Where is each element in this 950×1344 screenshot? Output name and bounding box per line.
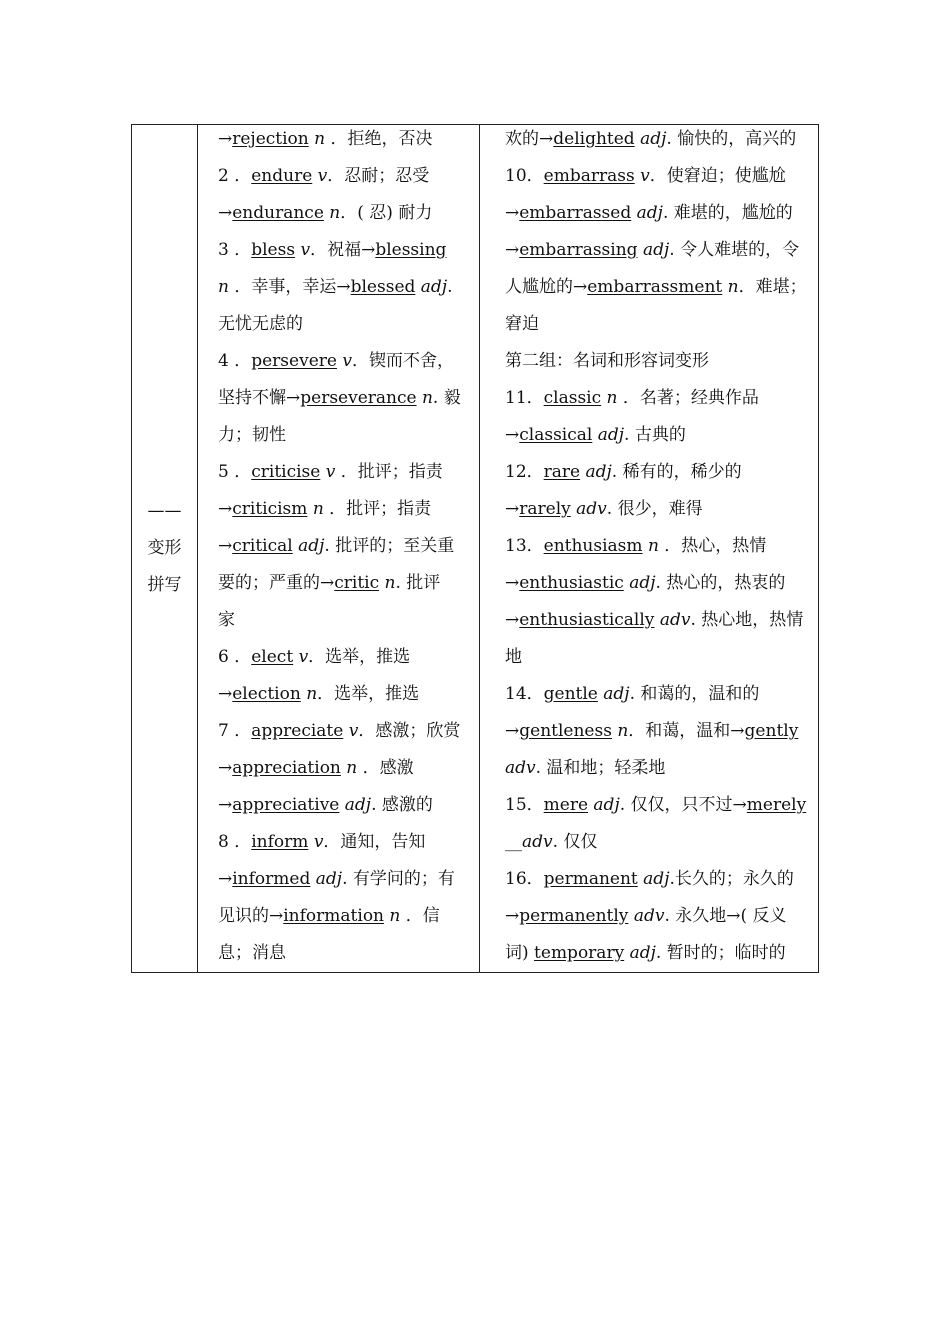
part-of-speech: n [389, 906, 401, 926]
line-text: → [505, 906, 520, 926]
text-line [218, 902, 468, 939]
text-line [218, 939, 468, 976]
line-text: . 令人难堪的，令 [669, 240, 800, 260]
line-text: . 永久地→( 反义 [664, 906, 787, 926]
line-text: 8 ． [218, 832, 252, 852]
text-line [218, 828, 468, 865]
line-text: . 稀有的，稀少的 [611, 462, 742, 482]
text-line [505, 754, 814, 791]
part-of-speech: adj [585, 462, 612, 482]
text-line [505, 162, 814, 199]
section-label-cell [132, 125, 197, 972]
answer-word: persevere [251, 351, 337, 371]
part-of-speech: v [300, 240, 311, 260]
line-text: 14． [505, 684, 544, 704]
line-text: 16． [505, 869, 544, 889]
part-of-speech: adv [633, 906, 665, 926]
answer-word: critic [334, 573, 380, 593]
part-of-speech: n [647, 536, 659, 556]
line-text: . 热心地，热情 [690, 610, 804, 630]
line-text: 11． [505, 388, 544, 408]
line-text: 息；消息 [218, 943, 286, 963]
part-of-speech: adj [344, 795, 372, 815]
line-text: → [505, 203, 520, 223]
answer-word: rare [543, 462, 581, 482]
answer-word: endurance [232, 203, 324, 223]
line-text: ．祝福→ [310, 240, 376, 260]
line-text: . 批评 [395, 573, 441, 593]
part-of-speech: v [298, 647, 309, 667]
part-of-speech: adj [593, 795, 620, 815]
answer-word: criticism [232, 499, 308, 519]
part-of-speech: adj [636, 203, 663, 223]
line-text: → [505, 721, 520, 741]
text-line [218, 458, 468, 495]
answer-word: perseverance [300, 388, 417, 408]
part-of-speech: n [312, 499, 324, 519]
text-line [218, 606, 468, 643]
answer-word: enthusiastically [519, 610, 655, 630]
text-line [505, 421, 814, 458]
answer-word: criticise [251, 462, 321, 482]
answer-word: embarrassment [587, 277, 723, 297]
text-line [218, 273, 468, 310]
line-text: ．选举，推选 [317, 684, 420, 704]
line-text: 要的；严重的→ [218, 573, 335, 593]
part-of-speech: v [640, 166, 650, 186]
line-text: → [505, 499, 520, 519]
line-text: . 有学问的；有 [342, 869, 455, 889]
text-line [505, 902, 814, 939]
answer-word: embarrassing [519, 240, 638, 260]
line-text: 4 ． [218, 351, 252, 371]
line-text: ．幸事，幸运→ [228, 277, 351, 297]
line-text: . 感激的 [371, 795, 433, 815]
answer-word: appreciative [232, 795, 340, 815]
part-of-speech: adj [597, 425, 625, 445]
part-of-speech: n [346, 758, 358, 778]
answer-word: embarrassed [519, 203, 632, 223]
answer-word: endure [251, 166, 313, 186]
line-text: 欢的→ [505, 129, 554, 149]
text-line [218, 495, 468, 532]
answer-word: gentle [543, 684, 598, 704]
column-divider [479, 125, 480, 972]
text-line [505, 865, 814, 902]
line-text: . 批评的；至关重 [324, 536, 455, 556]
answer-word: blessed [350, 277, 416, 297]
text-line [505, 458, 814, 495]
answer-word: classic [543, 388, 602, 408]
text-line [505, 569, 814, 606]
line-text: . 毅 [432, 388, 461, 408]
line-text: 12． [505, 462, 544, 482]
part-of-speech: n [329, 203, 341, 223]
text-line [218, 680, 468, 717]
text-line [505, 717, 814, 754]
line-text: . [447, 277, 453, 297]
line-text: . 仅仅 [552, 832, 598, 852]
line-text: 13． [505, 536, 544, 556]
line-text: → [218, 795, 233, 815]
line-text: 2 ． [218, 166, 252, 186]
line-text: .长久的；永久的 [669, 869, 794, 889]
line-text: ．使窘迫；使尴尬 [649, 166, 786, 186]
line-text: ．和蔼，温和→ [628, 721, 745, 741]
line-text: ．热心，热情 [658, 536, 767, 556]
label-text-line1: 变形 [147, 538, 182, 558]
line-text: . 仅仅，只不过→ [619, 795, 747, 815]
line-text: → [218, 203, 233, 223]
part-of-speech: adj [629, 943, 656, 963]
text-line [218, 162, 468, 199]
line-text: → [505, 240, 520, 260]
part-of-speech: adj [642, 240, 670, 260]
line-text: 3 ． [218, 240, 252, 260]
text-line [218, 310, 468, 347]
text-line [218, 791, 468, 828]
line-text: 15． [505, 795, 544, 815]
part-of-speech: adv [576, 499, 607, 519]
answer-word: rarely [519, 499, 571, 519]
line-text: ．拒绝，否决 [325, 129, 433, 149]
answer-word: gentleness [519, 721, 612, 741]
column-divider [197, 125, 198, 972]
text-line [505, 384, 814, 421]
line-text: ．名著；经典作品 [617, 388, 759, 408]
text-line [505, 532, 814, 569]
part-of-speech: adv [522, 832, 553, 852]
text-line [505, 791, 814, 828]
line-text: → [505, 425, 520, 445]
right-word-column [505, 125, 814, 976]
answer-word: merely [746, 795, 807, 815]
answer-word: informed [232, 869, 311, 889]
part-of-speech: n [218, 277, 229, 297]
answer-word: enthusiasm [543, 536, 643, 556]
line-text: . 愉快的，高兴的 [666, 129, 797, 149]
part-of-speech: v [313, 832, 324, 852]
group-heading: 第二组：名词和形容词变形 [505, 351, 709, 371]
line-text: → [218, 684, 233, 704]
part-of-speech: v [342, 351, 352, 371]
line-text: 家 [218, 610, 235, 630]
line-text: 词) [505, 943, 535, 963]
answer-word: inform [251, 832, 309, 852]
answer-word: embarrass [543, 166, 635, 186]
text-line [218, 865, 468, 902]
text-line [505, 236, 814, 273]
line-text: . 热心的，热衷的 [655, 573, 786, 593]
part-of-speech: adj [629, 573, 656, 593]
part-of-speech: n [421, 388, 433, 408]
text-line [505, 606, 814, 643]
answer-word: bless [251, 240, 296, 260]
line-text: 10． [505, 166, 544, 186]
line-text: . 暂时的；临时的 [655, 943, 786, 963]
answer-word: rejection [232, 129, 309, 149]
line-text: ．锲而不舍， [351, 351, 454, 371]
answer-word: elect [251, 647, 294, 667]
line-text: → [218, 869, 233, 889]
line-text: ．选举，推选 [308, 647, 411, 667]
line-text: → [505, 610, 520, 630]
line-text: 7 ． [218, 721, 252, 741]
line-text: . 难堪的，尴尬的 [662, 203, 793, 223]
part-of-speech: n [606, 388, 618, 408]
label-dash: —— [147, 501, 182, 521]
line-text: . 温和地；轻柔地 [535, 758, 666, 778]
line-text: . 很少，难得 [606, 499, 703, 519]
line-text: 坚持不懈→ [218, 388, 301, 408]
text-line [505, 199, 814, 236]
left-word-column [218, 125, 468, 976]
line-text: . 和蔼的，温和的 [629, 684, 760, 704]
line-text: 人尴尬的→ [505, 277, 588, 297]
part-of-speech: adv [659, 610, 691, 630]
line-text: → [218, 499, 233, 519]
text-line [218, 717, 468, 754]
part-of-speech: adv [505, 758, 536, 778]
line-text: . 古典的 [624, 425, 686, 445]
line-text: 无忧无虑的 [218, 314, 303, 334]
part-of-speech: adj [643, 869, 670, 889]
text-line [505, 680, 814, 717]
line-text: → [218, 536, 233, 556]
text-line [218, 347, 468, 384]
part-of-speech: n [384, 573, 396, 593]
line-text: 力；韧性 [218, 425, 286, 445]
label-text-line2: 拼写 [147, 575, 182, 595]
text-line [505, 495, 814, 532]
line-text: ．忍耐；忍受 [327, 166, 430, 186]
answer-word: appreciation [232, 758, 341, 778]
part-of-speech: adj [298, 536, 325, 556]
text-line [218, 754, 468, 791]
text-line [505, 939, 814, 976]
text-line [218, 421, 468, 458]
answer-word: blessing [375, 240, 447, 260]
line-text: ．感激 [357, 758, 414, 778]
text-line [505, 828, 814, 865]
text-line [505, 347, 814, 384]
line-text: __ [505, 832, 522, 852]
part-of-speech: adj [640, 129, 667, 149]
line-text: 5 ． [218, 462, 252, 482]
text-line [505, 273, 814, 310]
answer-word: permanently [519, 906, 629, 926]
answer-word: mere [543, 795, 589, 815]
part-of-speech: n [314, 129, 326, 149]
text-line [505, 310, 814, 347]
answer-word: critical [232, 536, 293, 556]
line-text: ．( 忍) 耐力 [340, 203, 433, 223]
part-of-speech: adj [420, 277, 448, 297]
part-of-speech: n [727, 277, 739, 297]
text-line [218, 532, 468, 569]
part-of-speech: adj [315, 869, 343, 889]
text-line [505, 125, 814, 162]
line-text: ．感激；欣赏 [358, 721, 461, 741]
part-of-speech: v [348, 721, 359, 741]
part-of-speech: v [325, 462, 336, 482]
text-line [218, 236, 468, 273]
text-line [218, 199, 468, 236]
answer-word: information [283, 906, 384, 926]
line-text: → [505, 573, 520, 593]
text-line [218, 125, 468, 162]
line-text: ．通知，告知 [323, 832, 426, 852]
line-text: → [218, 758, 233, 778]
answer-word: temporary [534, 943, 625, 963]
part-of-speech: v [317, 166, 328, 186]
text-line [218, 643, 468, 680]
answer-word: gently [744, 721, 799, 741]
answer-word: permanent [543, 869, 638, 889]
answer-word: delighted [553, 129, 635, 149]
line-text: ．批评；指责 [323, 499, 432, 519]
line-text: → [218, 129, 233, 149]
part-of-speech: n [306, 684, 318, 704]
answer-word: classical [519, 425, 593, 445]
line-text: ．信 [400, 906, 440, 926]
line-text: ．难堪； [738, 277, 807, 297]
answer-word: enthusiastic [519, 573, 624, 593]
vocab-table [131, 124, 819, 973]
text-line [505, 643, 814, 680]
line-text: 6 ． [218, 647, 252, 667]
line-text: ．批评；指责 [335, 462, 443, 482]
line-text: 地 [505, 647, 522, 667]
line-text: 见识的→ [218, 906, 284, 926]
part-of-speech: adj [603, 684, 630, 704]
text-line [218, 569, 468, 606]
text-line [218, 384, 468, 421]
answer-word: election [232, 684, 301, 704]
answer-word: appreciate [251, 721, 344, 741]
line-text: 窘迫 [505, 314, 539, 334]
part-of-speech: n [617, 721, 629, 741]
